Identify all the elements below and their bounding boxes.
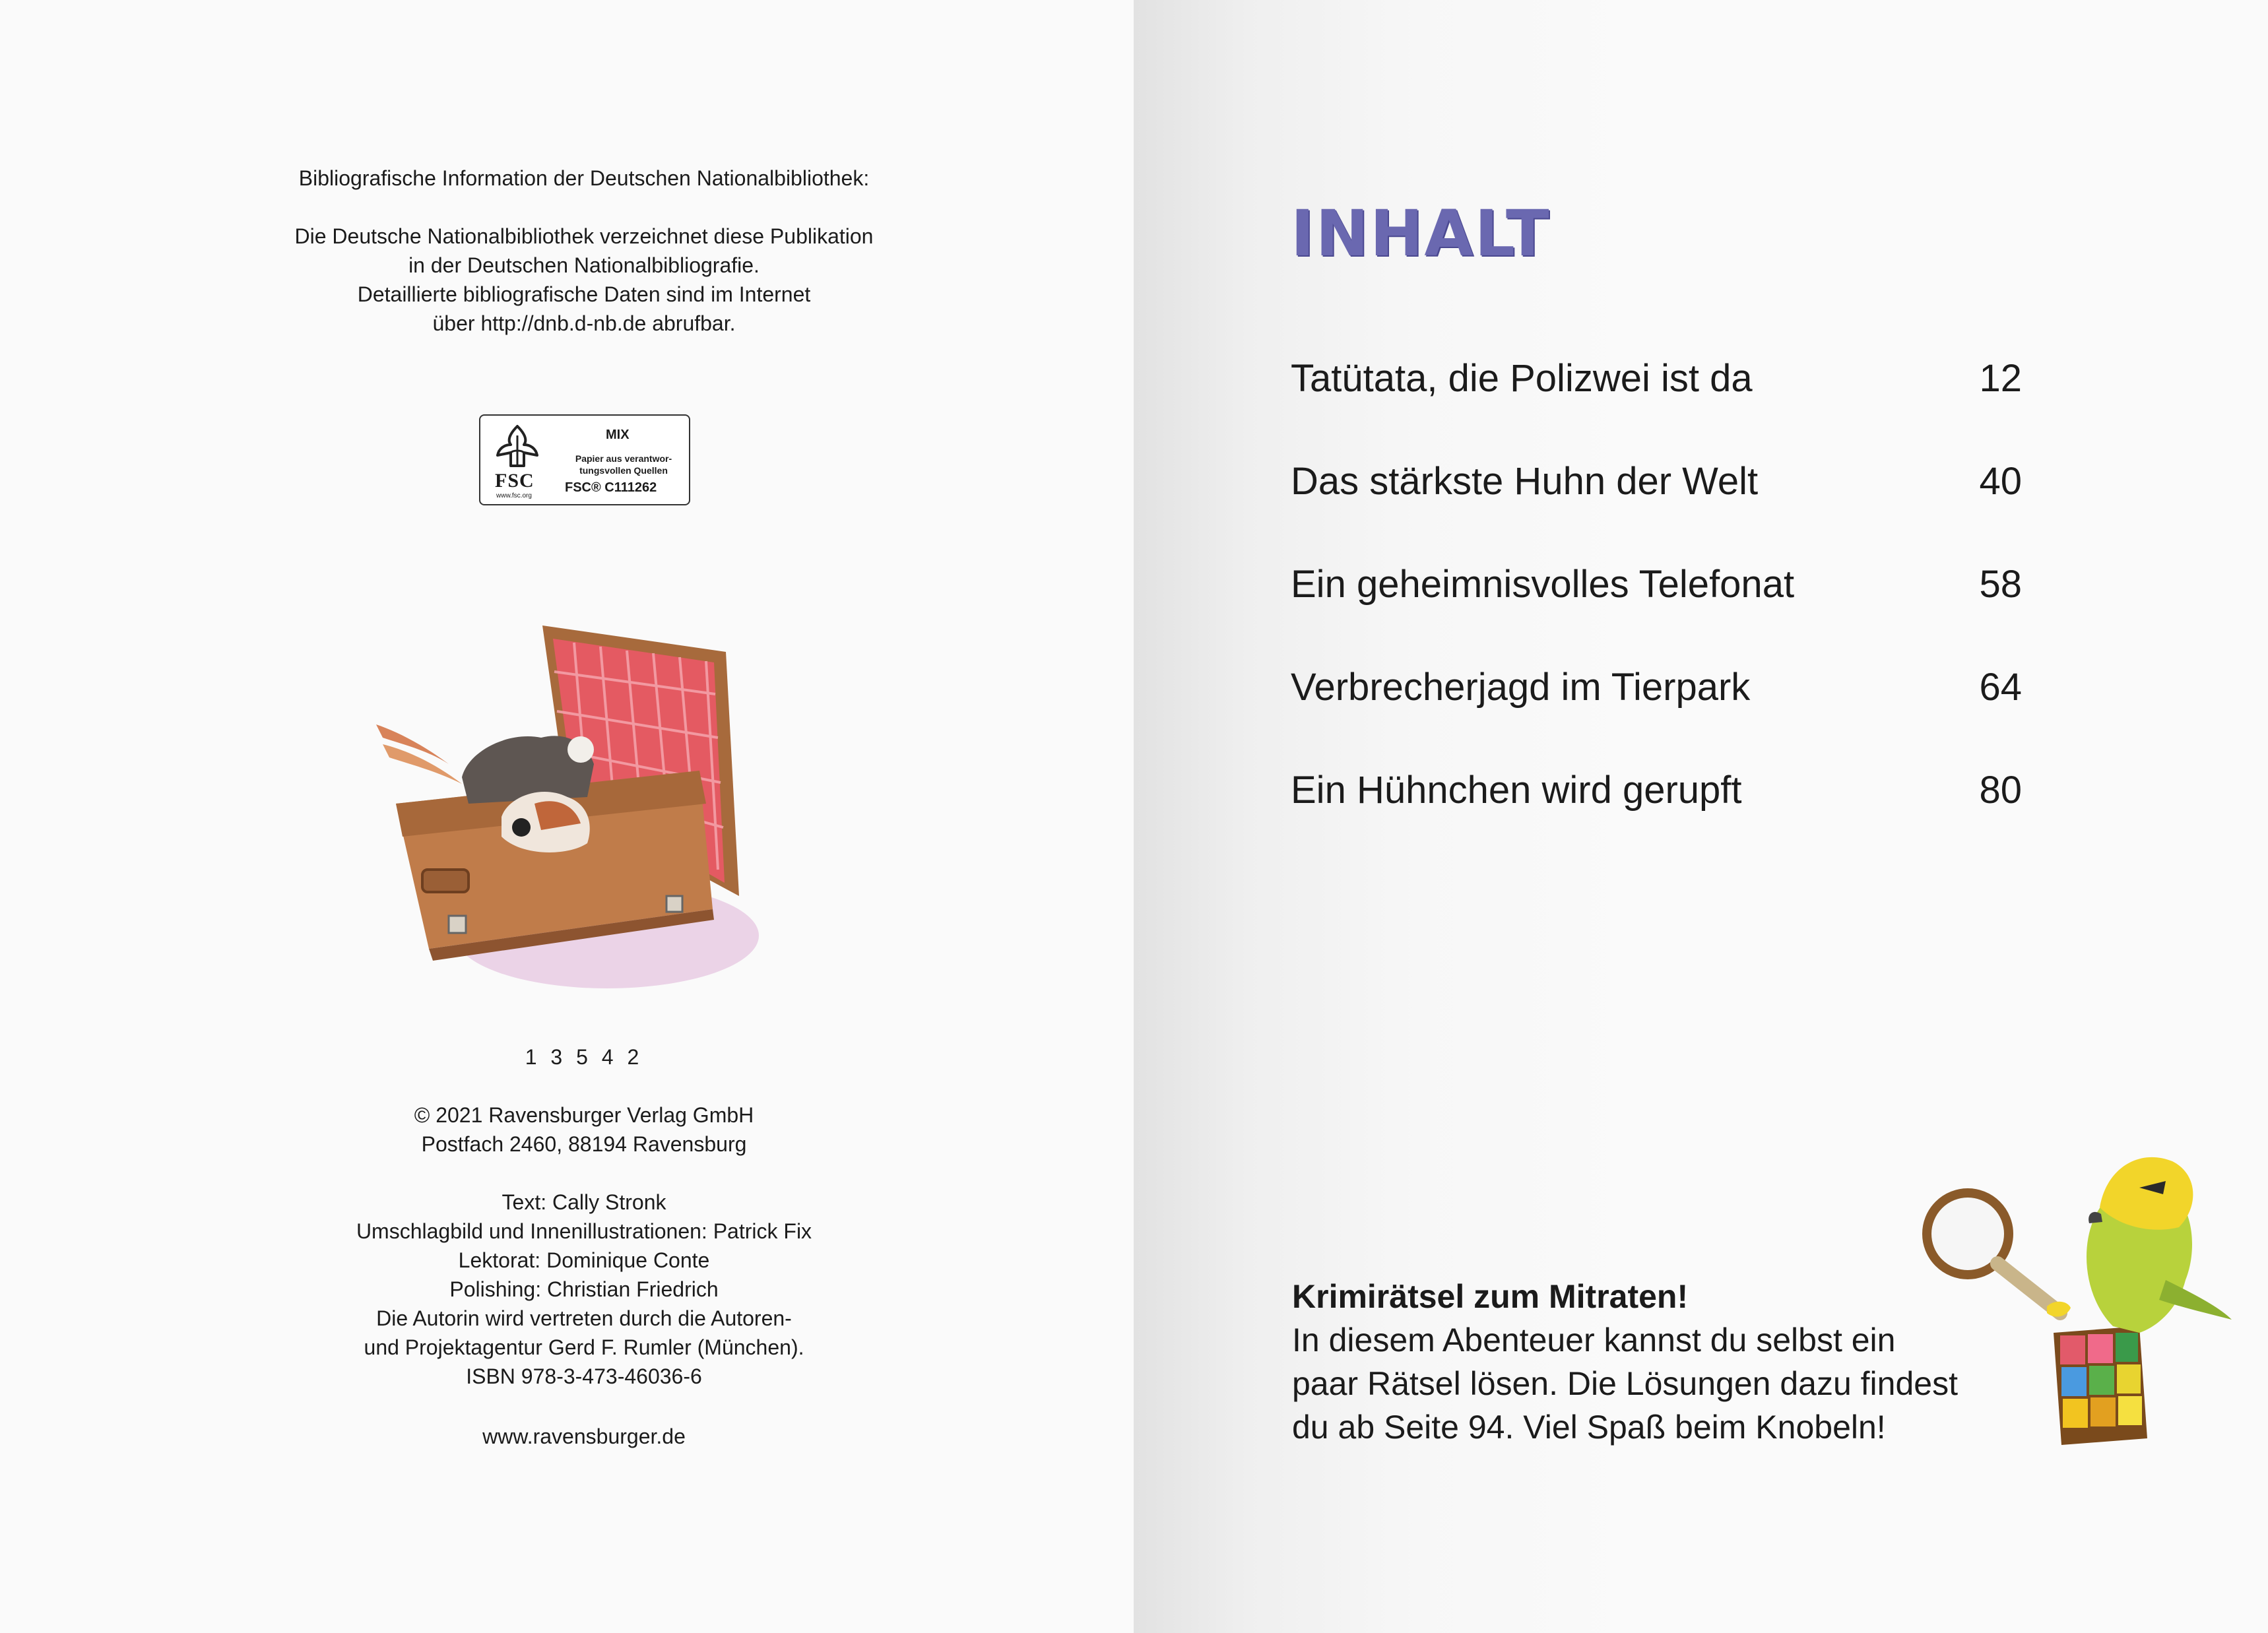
credit-line: und Projektagentur Gerd F. Rumler (München). <box>364 1335 804 1359</box>
copyright-line: © 2021 Ravensburger Verlag GmbH <box>414 1103 754 1127</box>
copyright-line: Postfach 2460, 88194 Ravensburg <box>421 1132 747 1156</box>
toc-entry-page: 40 <box>1979 460 2022 503</box>
fsc-website: www.fsc.org <box>496 492 532 499</box>
toc-entry-title: Das stärkste Huhn der Welt <box>1291 460 1759 503</box>
credit-line: Die Autorin wird vertreten durch die Autoren- <box>376 1306 792 1330</box>
publisher-website: www.ravensburger.de <box>482 1425 686 1448</box>
credit-line: Umschlagbild und Innenillustrationen: Patrick Fix <box>356 1219 812 1243</box>
toc-entry[interactable] <box>1291 764 2022 817</box>
fsc-text-line: tungsvollen Quellen <box>579 465 668 476</box>
puzzle-heading: Krimirätsel zum Mitraten! <box>1292 1278 1689 1315</box>
credit-line: Text: Cally Stronk <box>502 1190 666 1214</box>
toc-entry-title: Ein Hühnchen wird gerupft <box>1291 769 1742 812</box>
puzzle-line: du ab Seite 94. Viel Spaß beim Knobeln! <box>1292 1409 1886 1446</box>
isbn: ISBN 978-3-473-46036-6 <box>466 1364 702 1388</box>
fsc-code: FSC® C111262 <box>565 480 657 495</box>
credit-line: Polishing: Christian Friedrich <box>449 1277 719 1301</box>
toc-entry-page: 12 <box>1979 357 2022 400</box>
credit-line: Lektorat: Dominique Conte <box>458 1248 710 1272</box>
toc-entry-title: Ein geheimnisvolles Telefonat <box>1291 563 1795 606</box>
biblio-line: Detaillierte bibliografische Daten sind im Internet <box>357 282 811 306</box>
toc-entry[interactable] <box>1291 455 2022 508</box>
biblio-line: über http://dnb.d-nb.de abrufbar. <box>432 311 736 335</box>
fsc-label <box>479 414 690 505</box>
biblio-heading: Bibliografische Information der Deutschen Nationalbibliothek: <box>298 166 870 190</box>
toc-title: INHALT <box>1291 197 1551 271</box>
toc-entry-title: Tatütata, die Polizwei ist da <box>1291 357 1753 400</box>
fsc-mix: MIX <box>606 428 630 442</box>
toc-entry[interactable] <box>1291 661 2022 714</box>
toc-entry-page: 64 <box>1979 666 2022 709</box>
toc-entry-page: 80 <box>1979 769 2022 812</box>
toc-entry-title: Verbrecherjagd im Tierpark <box>1291 666 1751 709</box>
fsc-description <box>561 453 686 476</box>
copyright-block <box>0 1101 1168 1159</box>
suitcase-illustration <box>370 606 805 1015</box>
print-run-line: 1 3 5 4 2 <box>525 1045 643 1069</box>
bibliographic-info <box>0 164 1168 338</box>
biblio-line: Die Deutsche Nationalbibliothek verzeichnet diese Publikation <box>294 224 874 248</box>
puzzle-line: paar Rätsel lösen. Die Lösungen dazu findest <box>1292 1365 1958 1402</box>
toc-entry-page: 58 <box>1979 563 2022 606</box>
biblio-line: in der Deutschen Nationalbibliografie. <box>408 253 760 277</box>
parrot-magnifier-illustration <box>1889 1135 2232 1465</box>
toc-entry[interactable] <box>1291 558 2022 611</box>
fsc-brand: FSC <box>495 470 535 492</box>
puzzle-line: In diesem Abenteuer kannst du selbst ein <box>1292 1322 1896 1359</box>
rubik-cube-icon <box>2054 1326 2147 1445</box>
toc-entry[interactable] <box>1291 352 2022 405</box>
credits-block <box>0 1188 1168 1391</box>
fsc-text-line: Papier aus verantwor- <box>575 453 672 464</box>
fsc-tree-icon <box>491 422 544 470</box>
